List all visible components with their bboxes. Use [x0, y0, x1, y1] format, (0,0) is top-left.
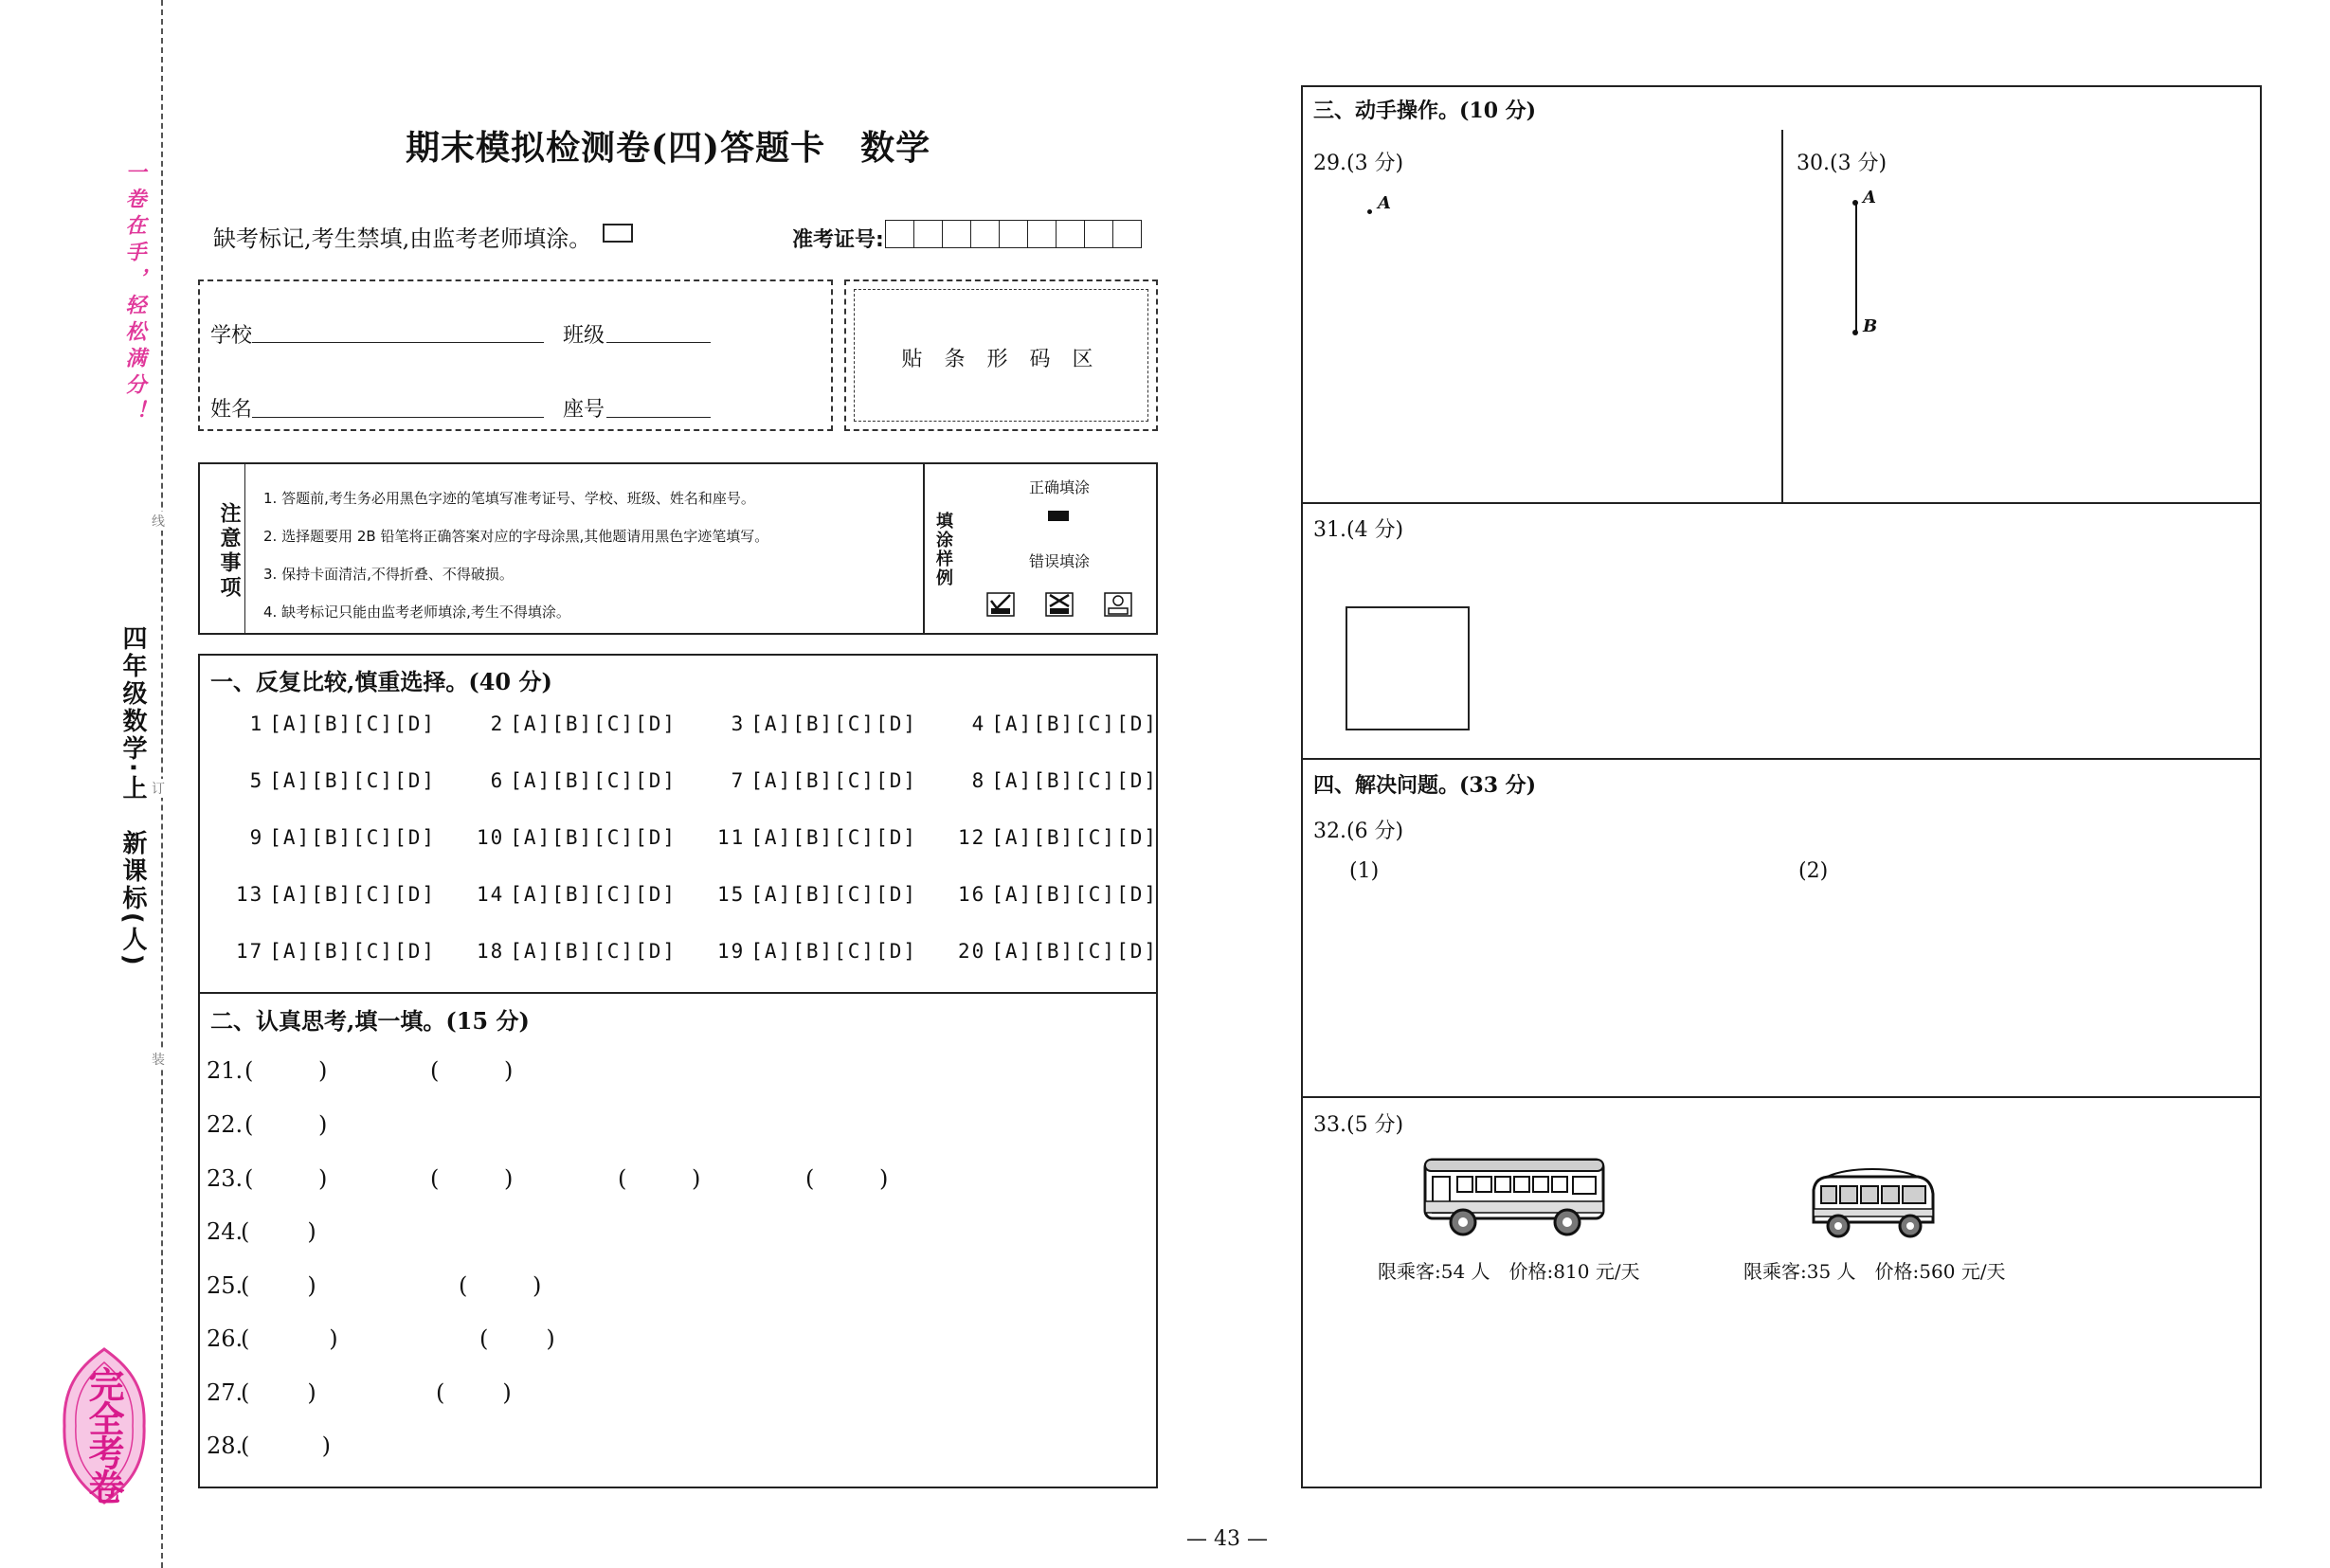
barcode-label: 贴 条 形 码 区	[901, 348, 1101, 371]
correct-fill-mark	[1048, 511, 1069, 521]
q31-square	[1346, 606, 1470, 730]
mc-question	[690, 712, 917, 735]
q29-q30-divider	[1781, 130, 1783, 502]
mc-question-number: 7	[731, 769, 746, 792]
slogan: 一卷在手，轻松满分！	[122, 161, 146, 426]
cut-mark-fold: 装	[152, 1050, 165, 1069]
mc-answer-bubbles[interactable]: [A][B][C][D]	[750, 769, 917, 792]
q33-divider	[1301, 1096, 2262, 1098]
correct-fill-label: 正确填涂	[1029, 478, 1091, 496]
exam-id-digit[interactable]	[1112, 220, 1143, 248]
q23-blank[interactable]: ( )	[430, 1165, 514, 1192]
mc-answer-bubbles[interactable]: [A][B][C][D]	[510, 883, 677, 906]
notice-title: 注意事项	[217, 502, 241, 601]
q23-blank[interactable]: ( )	[805, 1165, 889, 1192]
mc-answer-bubbles[interactable]: [A][B][C][D]	[750, 940, 917, 963]
q28-blank[interactable]: ( )	[241, 1433, 332, 1459]
mc-answer-bubbles[interactable]: [A][B][C][D]	[750, 826, 917, 849]
large-bus-caption: 限乘客:54 人 价格:810 元/天	[1378, 1260, 1640, 1283]
mc-question	[449, 769, 677, 792]
q28-number: 28.	[207, 1433, 244, 1459]
mc-question-number: 10	[476, 826, 505, 849]
mc-question	[690, 883, 917, 906]
q30-point-b-dot	[1852, 330, 1858, 335]
cut-mark-bind: 订	[152, 779, 165, 798]
q25-blank[interactable]: ( )	[241, 1272, 316, 1299]
grade-label: 四年级数学·上 新课标(人)	[118, 625, 147, 968]
exam-id-label: 准考证号:	[792, 228, 884, 252]
notice-list	[263, 479, 768, 631]
q29-point-label: A	[1378, 193, 1391, 213]
mc-answer-bubbles[interactable]: [A][B][C][D]	[510, 826, 677, 849]
mc-question-number: 5	[249, 769, 264, 792]
mc-answer-bubbles[interactable]: [A][B][C][D]	[991, 826, 1158, 849]
exam-id-digit[interactable]	[970, 220, 1001, 248]
exam-id-boxes[interactable]	[886, 220, 1142, 248]
mc-question	[449, 826, 677, 849]
mc-question-number: 6	[490, 769, 505, 792]
mc-question-number: 1	[249, 712, 264, 735]
q24-number: 24.	[207, 1218, 244, 1245]
q29-label: 29.(3 分)	[1313, 152, 1404, 175]
absent-checkbox[interactable]	[603, 224, 633, 243]
notice-item: 1. 答题前,考生务必用黑色字迹的笔填写准考证号、学校、班级、姓名和座号。	[263, 490, 755, 507]
mc-question	[449, 712, 677, 735]
q21-number: 21.	[207, 1057, 244, 1084]
small-bus-caption: 限乘客:35 人 价格:560 元/天	[1743, 1260, 2006, 1283]
mc-answer-bubbles[interactable]: [A][B][C][D]	[991, 769, 1158, 792]
mc-answer-bubbles[interactable]: [A][B][C][D]	[269, 940, 436, 963]
small-bus-image	[1806, 1167, 1939, 1247]
exam-id-digit[interactable]	[999, 220, 1029, 248]
notice-item: 3. 保持卡面清洁,不得折叠、不得破损。	[263, 566, 514, 583]
mc-question-number: 8	[971, 769, 986, 792]
mc-question	[930, 826, 1158, 849]
q23-blank[interactable]: ( )	[618, 1165, 701, 1192]
mc-question	[930, 769, 1158, 792]
notice-item: 2. 选择题要用 2B 铅笔将正确答案对应的字母涂黑,其他题请用黑色字迹笔填写。	[263, 528, 769, 545]
mc-question	[208, 712, 436, 735]
q32-sub2: (2)	[1798, 859, 1829, 883]
mc-question	[208, 769, 436, 792]
exam-id-digit[interactable]	[942, 220, 972, 248]
seat-label: 座号	[563, 398, 605, 422]
q27-blank[interactable]: ( )	[436, 1379, 512, 1406]
school-field[interactable]	[252, 342, 544, 343]
q27-number: 27.	[207, 1379, 244, 1406]
q21-blank[interactable]: ( )	[430, 1057, 514, 1084]
q25-number: 25.	[207, 1272, 244, 1299]
q25-blank[interactable]: ( )	[459, 1272, 542, 1299]
mc-question-number: 12	[957, 826, 986, 849]
mc-question	[208, 826, 436, 849]
logo-text: 完全考卷	[82, 1366, 124, 1503]
exam-id-digit[interactable]	[913, 220, 944, 248]
q21-blank[interactable]: ( )	[244, 1057, 328, 1084]
q30-point-a-label: A	[1863, 188, 1876, 207]
mc-question	[690, 769, 917, 792]
mc-question-number: 13	[235, 883, 264, 906]
school-label: 学校	[210, 324, 253, 348]
mc-answer-bubbles[interactable]: [A][B][C][D]	[510, 712, 677, 735]
class-field[interactable]	[606, 342, 711, 343]
mc-question-number: 3	[731, 712, 746, 735]
mc-answer-bubbles[interactable]: [A][B][C][D]	[510, 940, 677, 963]
name-field[interactable]	[252, 417, 544, 418]
mc-question	[208, 940, 436, 963]
mc-answer-bubbles[interactable]: [A][B][C][D]	[510, 769, 677, 792]
q26-blank[interactable]: ( )	[479, 1325, 555, 1352]
q30-point-a-dot	[1852, 200, 1858, 206]
q26-number: 26.	[207, 1325, 244, 1352]
section4-divider	[1301, 758, 2262, 760]
student-info-box	[198, 279, 833, 431]
q31-divider	[1301, 502, 2262, 504]
mc-question-number: 20	[957, 940, 986, 963]
mc-question	[930, 940, 1158, 963]
q32-sub1: (1)	[1349, 859, 1380, 883]
q24-blank[interactable]: ( )	[241, 1218, 316, 1245]
q22-number: 22.	[207, 1111, 244, 1138]
mc-answer-bubbles[interactable]: [A][B][C][D]	[269, 883, 436, 906]
mc-question-number: 4	[971, 712, 986, 735]
section1-title: 一、反复比较,慎重选择。(40 分)	[210, 668, 552, 695]
mc-question	[449, 940, 677, 963]
section2-title: 二、认真思考,填一填。(15 分)	[210, 1007, 530, 1035]
mc-question-number: 9	[249, 826, 264, 849]
mc-answer-bubbles[interactable]: [A][B][C][D]	[750, 883, 917, 906]
mc-question-number: 16	[957, 883, 986, 906]
cut-mark-line: 线	[152, 512, 165, 531]
mc-question	[449, 883, 677, 906]
mc-question-number: 18	[476, 940, 505, 963]
wrong-fill-marks	[985, 589, 1137, 625]
class-label: 班级	[563, 324, 605, 348]
fill-sample-title: 填涂样例	[933, 512, 953, 587]
q27-blank[interactable]: ( )	[241, 1379, 316, 1406]
section-divider	[198, 992, 1158, 994]
absent-note: 缺考标记,考生禁填,由监考老师填涂。	[213, 225, 592, 252]
mc-answer-bubbles[interactable]: [A][B][C][D]	[991, 712, 1158, 735]
mc-answer-bubbles[interactable]: [A][B][C][D]	[269, 826, 436, 849]
exam-id-digit[interactable]	[1084, 220, 1114, 248]
mc-question	[208, 883, 436, 906]
q33-label: 33.(5 分)	[1313, 1113, 1404, 1137]
q29-point-dot	[1367, 209, 1372, 214]
mc-question	[930, 712, 1158, 735]
mc-question	[690, 940, 917, 963]
notice-divider	[244, 462, 245, 635]
section3-title: 三、动手操作。(10 分)	[1313, 99, 1537, 123]
section4-title: 四、解决问题。(33 分)	[1313, 773, 1537, 798]
mc-question-number: 19	[716, 940, 746, 963]
exam-id-digit[interactable]	[885, 220, 915, 248]
mc-answer-bubbles[interactable]: [A][B][C][D]	[269, 712, 436, 735]
q32-label: 32.(6 分)	[1313, 820, 1404, 843]
fill-sample-divider	[923, 462, 925, 635]
exam-id-digit[interactable]	[1056, 220, 1086, 248]
mc-answer-bubbles[interactable]: [A][B][C][D]	[991, 883, 1158, 906]
q30-segment-ab	[1855, 203, 1857, 333]
q22-blank[interactable]: ( )	[244, 1111, 328, 1138]
q26-blank[interactable]: ( )	[241, 1325, 338, 1352]
q23-blank[interactable]: ( )	[244, 1165, 328, 1192]
q23-number: 23.	[207, 1165, 244, 1192]
mc-answer-bubbles[interactable]: [A][B][C][D]	[269, 769, 436, 792]
q30-point-b-label: B	[1863, 316, 1878, 336]
notice-item: 4. 缺考标记只能由监考老师填涂,考生不得填涂。	[263, 604, 570, 621]
mc-question-number: 11	[716, 826, 746, 849]
page-number: — 43 —	[1186, 1527, 1268, 1551]
large-bus-image	[1419, 1154, 1609, 1245]
mc-question-number: 17	[235, 940, 264, 963]
name-label: 姓名	[210, 398, 253, 422]
mc-question-number: 14	[476, 883, 505, 906]
mc-question	[930, 883, 1158, 906]
exam-id-digit[interactable]	[1027, 220, 1057, 248]
mc-question-number: 2	[490, 712, 505, 735]
page-title: 期末模拟检测卷(四)答题卡 数学	[406, 128, 931, 168]
mc-question	[690, 826, 917, 849]
wrong-fill-label: 错误填涂	[1029, 552, 1091, 570]
q30-label: 30.(3 分)	[1797, 152, 1887, 175]
brand-logo	[59, 1345, 150, 1506]
seat-field[interactable]	[606, 417, 711, 418]
mc-question-number: 15	[716, 883, 746, 906]
mc-answer-bubbles[interactable]: [A][B][C][D]	[991, 940, 1158, 963]
mc-answer-bubbles[interactable]: [A][B][C][D]	[750, 712, 917, 735]
q31-label: 31.(4 分)	[1313, 518, 1404, 542]
